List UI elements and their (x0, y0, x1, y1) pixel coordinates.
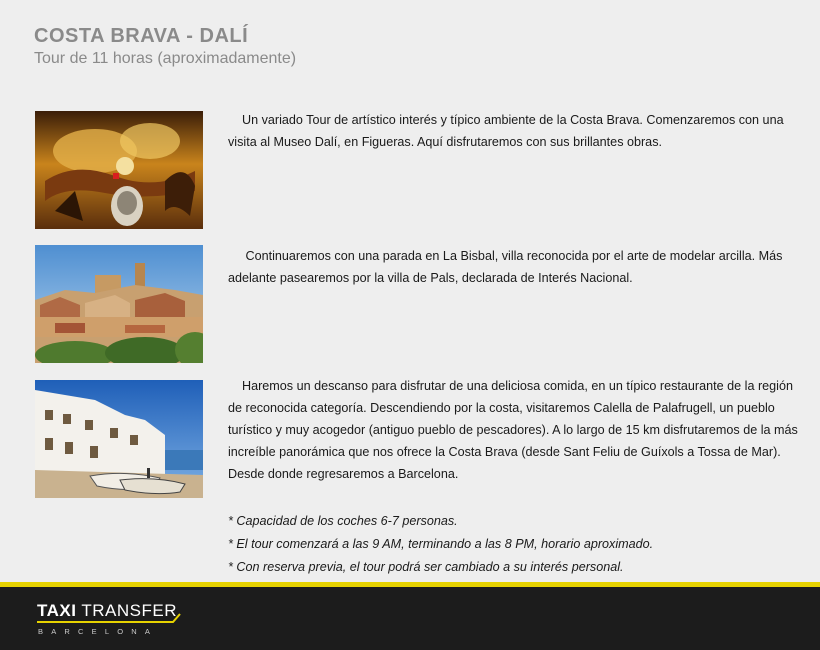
section-calella-text (228, 375, 808, 485)
footer (0, 587, 820, 650)
section-dali-text (228, 109, 788, 153)
calella-beach-image (35, 380, 203, 498)
note-schedule: * El tour comenzará a las 9 AM, terminando a las 8 PM, horario aproximado. (228, 537, 654, 551)
section-dali-text-content: Un variado Tour de artístico interés y típico ambiente de la Costa Brava. Comenzaremos con una visita al Museo Dalí, en Figueras. Aquí disfrutaremos con sus brillantes obras. (228, 113, 784, 149)
taxi-transfer-logo[interactable] (37, 601, 197, 641)
section-bisbal-text (228, 245, 788, 289)
logo-bold-text: TAXI (37, 601, 77, 620)
section-calella-text-content: Haremos un descanso para disfrutar de una deliciosa comida, en un típico restaurante de la región de reconocida categoría. Descendiendo por la costa, visitaremos Calella de Palafrugell, un pueblo turístico y muy acogedor (antiguo pueblo de pescadores). A lo largo de 15 km disfrutaremos de la más increíble panorámica que nos ofrece la Costa Brava (desde Sant Feliu de Guíxols a Tossa de Mar). Desde donde regresaremos a Barcelona. (228, 379, 798, 481)
note-reservation: * Con reserva previa, el tour podrá ser cambiado a su interés personal. (228, 560, 624, 574)
logo-rest-text: TRANSFER (76, 601, 178, 620)
pals-village-image (35, 245, 203, 363)
logo-subtitle: BARCELONA (38, 627, 159, 636)
note-capacity: * Capacidad de los coches 6-7 personas. (228, 514, 458, 528)
notes-list (228, 510, 788, 579)
page-subtitle: Tour de 11 horas (aproximadamente) (34, 50, 297, 67)
section-bisbal-text-content: Continuaremos con una parada en La Bisbal, villa reconocida por el arte de modelar arcilla. Más adelante pasearemos por la villa de Pals, declarada de Interés Nacional. (228, 249, 783, 285)
dali-painting-image (35, 111, 203, 229)
page-title: COSTA BRAVA - DALÍ (34, 25, 249, 47)
